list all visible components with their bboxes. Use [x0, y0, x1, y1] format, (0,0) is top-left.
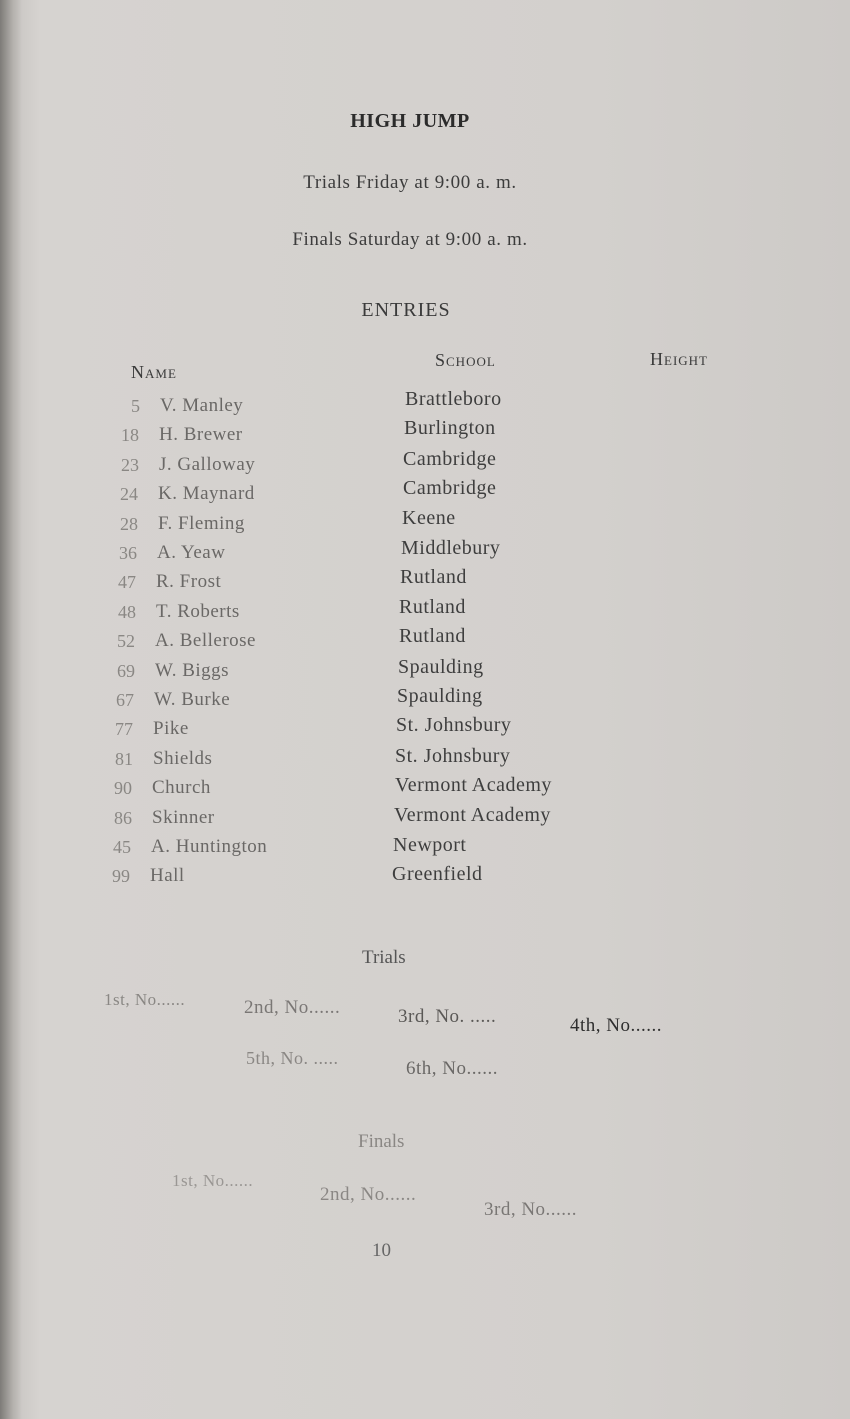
trials-slot-6: 6th, No......	[406, 1058, 498, 1079]
trials-slot-2: 2nd, No......	[244, 997, 341, 1018]
entry-number: 47	[118, 572, 136, 592]
entry-name: A. Bellerose	[155, 630, 256, 651]
entry-name: Pike	[153, 718, 189, 739]
entry-row	[0, 715, 850, 743]
entry-number: 90	[114, 778, 132, 798]
entry-row	[0, 598, 850, 626]
entry-row	[0, 745, 850, 773]
entry-number: 45	[113, 837, 131, 857]
entry-number: 67	[116, 690, 134, 710]
entry-name: J. Galloway	[159, 454, 256, 475]
trials-heading: Trials	[362, 947, 406, 968]
entry-school: Rutland	[399, 596, 466, 618]
entry-number: 52	[117, 631, 135, 651]
trials-slot-1: 1st, No......	[104, 990, 186, 1009]
entry-school: Keene	[402, 507, 456, 529]
entry-name: W. Burke	[154, 689, 231, 710]
entry-name: Church	[152, 777, 211, 798]
trials-slot-5: 5th, No. .....	[246, 1048, 339, 1068]
entry-number: 48	[118, 602, 136, 622]
entry-school: Rutland	[399, 625, 466, 647]
column-header-school: School	[435, 350, 496, 370]
entry-school: Spaulding	[398, 656, 484, 678]
entry-row	[0, 804, 850, 832]
page-number: 10	[372, 1240, 391, 1261]
entry-row	[0, 448, 850, 479]
entries-heading: ENTRIES	[361, 299, 451, 321]
entry-name: Skinner	[152, 807, 215, 828]
entry-school: St. Johnsbury	[396, 714, 512, 736]
column-header-height: Height	[650, 349, 708, 369]
entry-number: 77	[115, 719, 133, 739]
entry-name: V. Manley	[160, 395, 244, 416]
entry-row	[0, 774, 850, 802]
entry-number: 69	[117, 661, 135, 681]
entry-name: F. Fleming	[158, 513, 245, 534]
entry-number: 24	[120, 484, 138, 504]
entry-school: Spaulding	[397, 685, 483, 707]
entry-school: Burlington	[404, 417, 496, 439]
finals-slot-2: 2nd, No......	[320, 1184, 417, 1205]
entry-school: Cambridge	[403, 477, 497, 499]
entry-number: 5	[131, 396, 140, 416]
entry-row	[0, 686, 850, 714]
entry-school: Rutland	[400, 566, 467, 588]
entry-name: A. Huntington	[151, 836, 268, 857]
entry-school: Greenfield	[392, 863, 483, 885]
entry-number: 28	[120, 514, 138, 534]
entry-name: W. Biggs	[155, 660, 230, 681]
entry-school: Cambridge	[403, 448, 497, 470]
entry-row	[0, 568, 850, 596]
finals-heading: Finals	[358, 1131, 405, 1152]
entry-school: St. Johnsbury	[395, 745, 511, 767]
entry-row	[0, 507, 850, 538]
entry-school: Newport	[393, 834, 467, 856]
entry-number: 99	[112, 866, 130, 886]
entry-row	[0, 862, 850, 890]
entry-name: H. Brewer	[159, 424, 243, 445]
entry-number: 81	[115, 749, 133, 769]
entry-row	[0, 388, 850, 420]
entry-name: Hall	[150, 865, 185, 886]
trials-time: Trials Friday at 9:00 a. m.	[303, 172, 517, 193]
entry-row	[0, 833, 850, 861]
trials-slot-3: 3rd, No. .....	[398, 1006, 497, 1027]
column-header-name: Name	[131, 362, 177, 382]
entry-row	[0, 539, 850, 567]
entry-row	[0, 627, 850, 655]
finals-slot-3: 3rd, No......	[484, 1199, 578, 1220]
entry-number: 36	[119, 543, 137, 563]
entry-row	[0, 477, 850, 508]
entry-name: R. Frost	[156, 571, 222, 592]
entry-number: 18	[121, 425, 139, 445]
entry-number: 23	[121, 455, 139, 475]
finals-time: Finals Saturday at 9:00 a. m.	[292, 229, 528, 250]
entry-name: Shields	[153, 748, 213, 769]
entry-school: Vermont Academy	[394, 804, 551, 826]
event-title: HIGH JUMP	[350, 110, 470, 132]
finals-slot-1: 1st, No......	[172, 1171, 254, 1190]
entry-name: K. Maynard	[158, 483, 255, 504]
entry-number: 86	[114, 808, 132, 828]
entry-school: Middlebury	[401, 537, 501, 559]
entry-row	[0, 417, 850, 449]
entry-name: T. Roberts	[156, 601, 240, 622]
entry-school: Brattleboro	[405, 388, 502, 410]
entry-row	[0, 657, 850, 685]
entry-name: A. Yeaw	[157, 542, 226, 563]
entry-school: Vermont Academy	[395, 774, 552, 796]
trials-slot-4: 4th, No......	[570, 1015, 662, 1036]
